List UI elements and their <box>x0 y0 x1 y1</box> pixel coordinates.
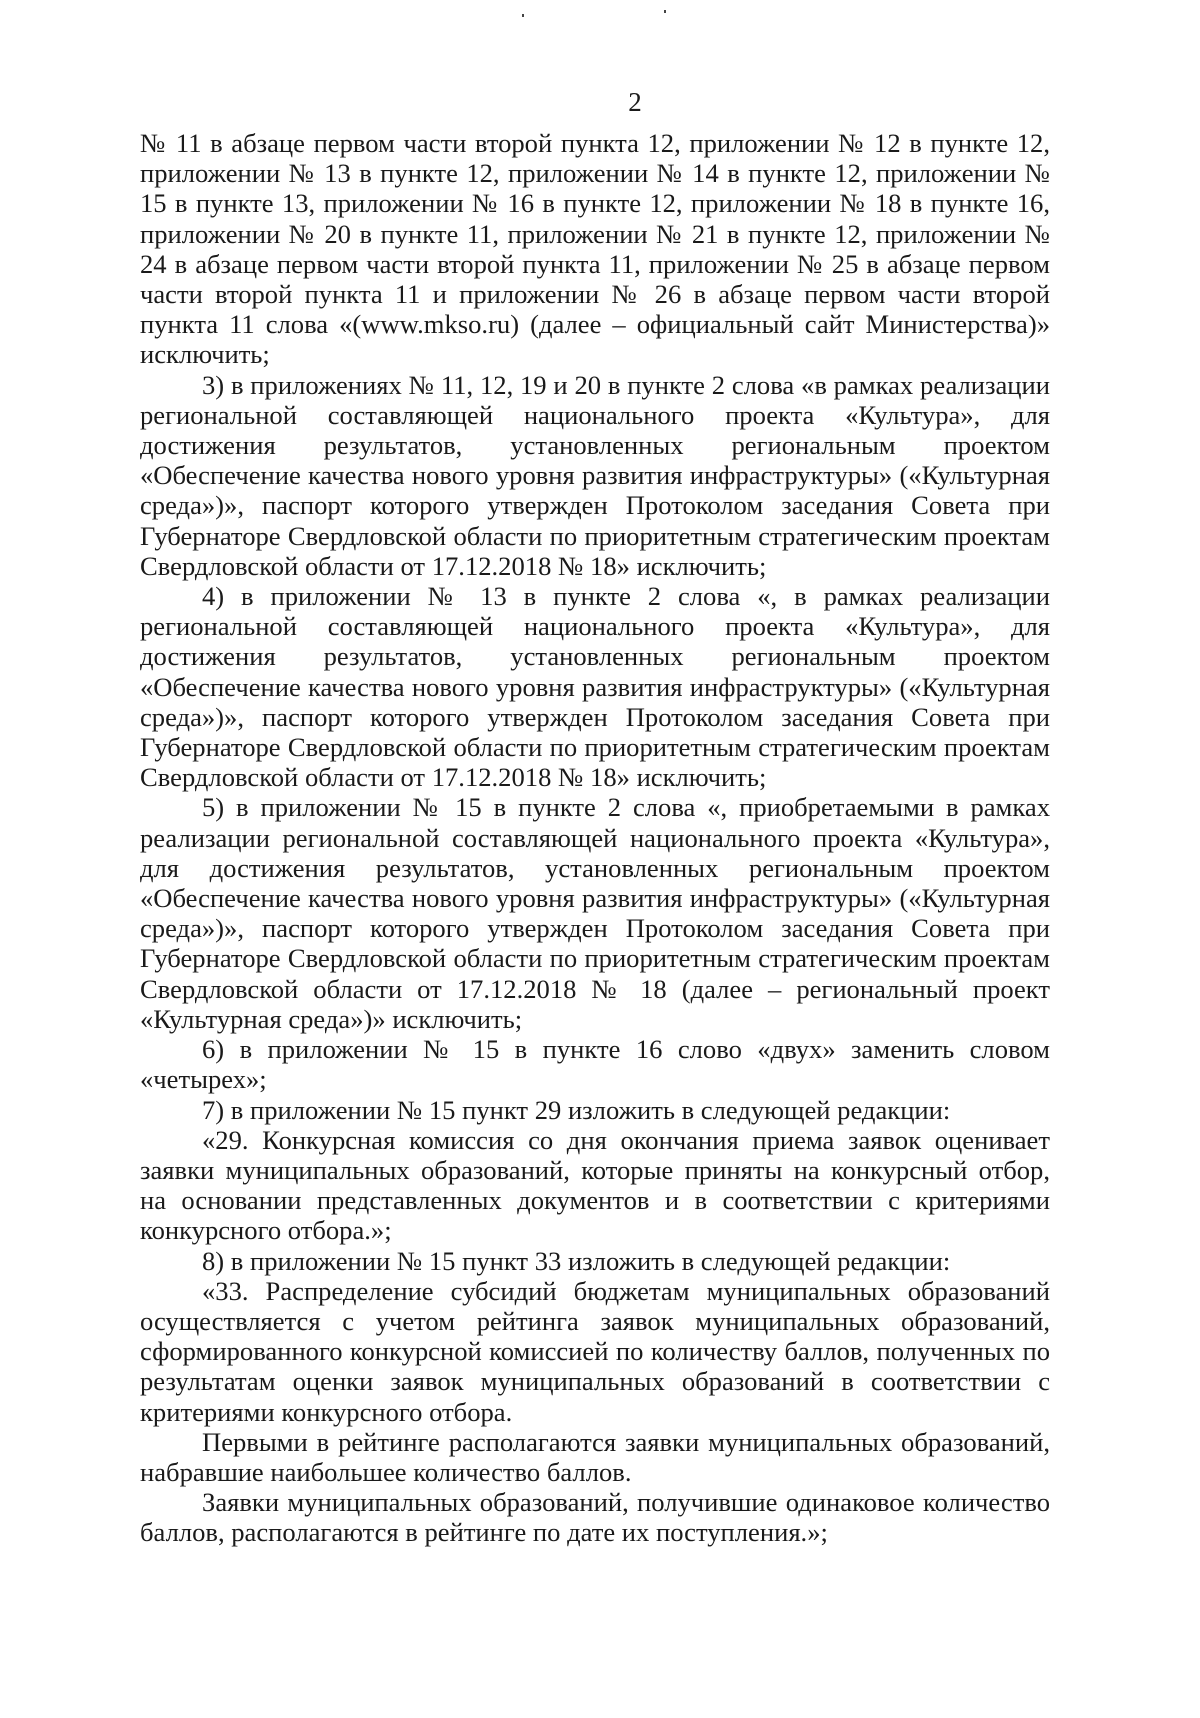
paragraph-quote-29: «29. Конкурсная комиссия со дня окончания приема заявок оценивает заявки муниципальных образований, которые приняты на конкурсный отбор, на основании представленных документов и в соответствии с критериями конкурсного отбора.»; <box>140 1124 1050 1246</box>
paragraph-item-3: 3) в приложениях № 11, 12, 19 и 20 в пункте 2 слова «в рамках реализации региональной составляющей национального проекта «Культура», для достижения результатов, установленных региональным проектом «Обеспечение качества нового уровня развития инфраструктуры» («Культурная среда»)», паспорт которого утвержден Протоколом заседания Совета при Губернаторе Свердловской области по приоритетным стратегическим проектам Свердловской области от 17.12.2018 № 18» исключить; <box>140 369 1050 581</box>
paragraph-quote-33-first: Первыми в рейтинге располагаются заявки муниципальных образований, набравшие наибольшее количество баллов. <box>140 1426 1050 1487</box>
paragraph-item-8: 8) в приложении № 15 пункт 33 изложить в следующей редакции: <box>202 1245 951 1276</box>
scan-speck <box>522 14 524 17</box>
paragraph-item-4: 4) в приложении № 13 в пункте 2 слова «, в рамках реализации региональной составляющей национального проекта «Культура», для достижения результатов, установленных региональным проектом «Обеспечение качества нового уровня развития инфраструктуры» («Культурная среда»)», паспорт которого утвержден Протоколом заседания Совета при Губернаторе Свердловской области по приоритетным стратегическим проектам Свердловской области от 17.12.2018 № 18» исключить; <box>140 581 1050 793</box>
scan-speck <box>664 10 666 13</box>
paragraph-quote-33: «33. Распределение субсидий бюджетам муниципальных образований осуществляется с учетом рейтинга заявок муниципальных образований, сформированного конкурсной комиссией по количеству баллов, полученных по результатам оценки заявок муниципальных образований в соответствии с критериями конкурсного отбора. <box>140 1275 1050 1427</box>
paragraph-item-7: 7) в приложении № 15 пункт 29 изложить в следующей редакции: <box>202 1094 951 1125</box>
paragraph-quote-33-equal: Заявки муниципальных образований, получившие одинаковое количество баллов, располагаются в рейтинге по дате их поступления.»; <box>140 1487 1050 1548</box>
paragraph-item-6: 6) в приложении № 15 в пункте 16 слово «двух» заменить словом «четырех»; <box>140 1034 1050 1095</box>
document-body <box>140 128 1050 1548</box>
paragraph-continuation: № 11 в абзаце первом части второй пункта 12, приложении № 12 в пункте 12, приложении № 13 в пункте 12, приложении № 14 в пункте 12, приложении № 15 в пункте 13, приложении № 16 в пункте 12, приложении № 18 в пункте 16, приложении № 20 в пункте 11, приложении № 21 в пункте 12, приложении № 24 в абзаце первом части второй пункта 11, приложении № 25 в абзаце первом части второй пункта 11 и приложении № 26 в абзаце первом части второй пункта 11 слова «(www.mkso.ru) (далее – официальный сайт Министерства)» исключить; <box>140 128 1050 370</box>
page-number: 2 <box>628 87 642 117</box>
paragraph-item-5: 5) в приложении № 15 в пункте 2 слова «, приобретаемыми в рамках реализации региональной составляющей национального проекта «Культура», для достижения результатов, установленных региональным проектом «Обеспечение качества нового уровня развития инфраструктуры» («Культурная среда»)», паспорт которого утвержден Протоколом заседания Совета при Губернаторе Свердловской области по приоритетным стратегическим проектам Свердловской области от 17.12.2018 № 18 (далее – региональный проект «Культурная среда»)» исключить; <box>140 792 1050 1034</box>
